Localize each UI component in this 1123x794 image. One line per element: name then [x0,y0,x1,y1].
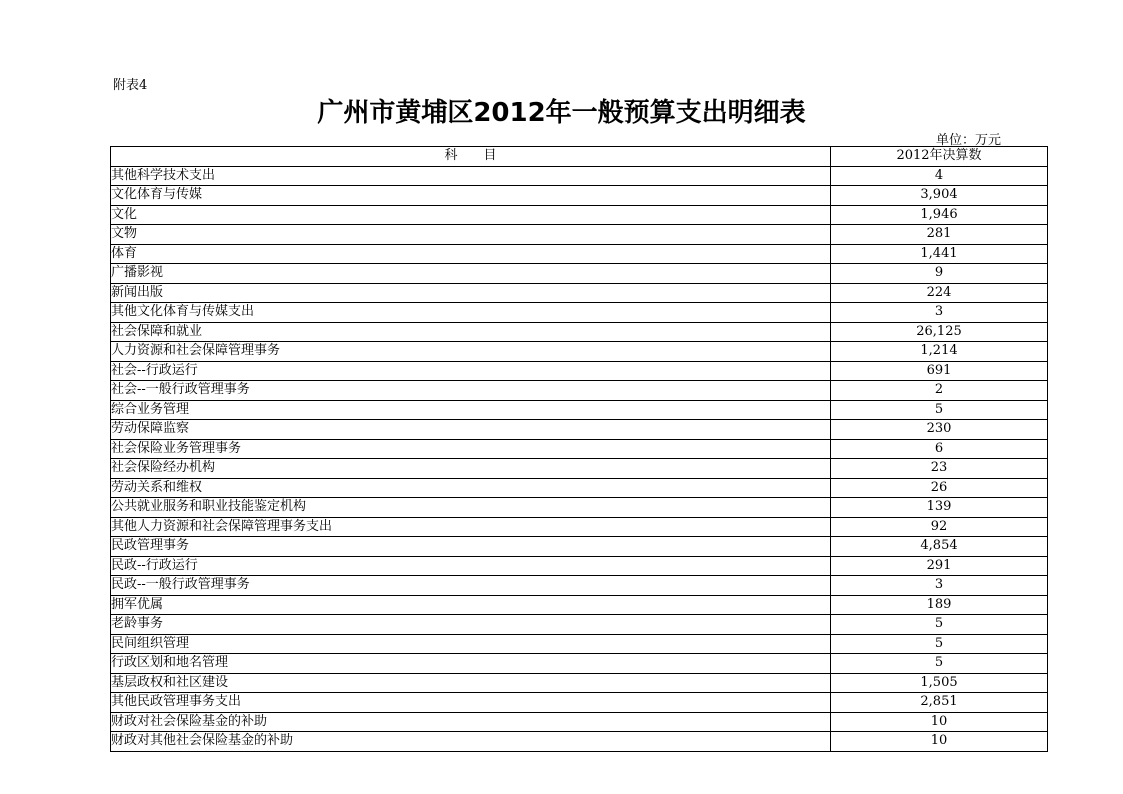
table-row [111,732,1048,752]
table-row [111,166,1048,186]
row-value: 10 [831,732,1048,752]
row-subject: 文物 [111,225,831,245]
row-subject: 民政--一般行政管理事务 [111,576,831,596]
row-value: 291 [831,556,1048,576]
row-subject: 劳动关系和维权 [111,478,831,498]
row-value: 281 [831,225,1048,245]
row-subject: 财政对其他社会保险基金的补助 [111,732,831,752]
table-row [111,186,1048,206]
table-row [111,654,1048,674]
page-title: 广州市黄埔区2012年一般预算支出明细表 [317,98,806,128]
row-subject: 社会保险经办机构 [111,459,831,479]
table-row [111,693,1048,713]
table-row [111,283,1048,303]
row-subject: 民政管理事务 [111,537,831,557]
table-row [111,322,1048,342]
table-row [111,478,1048,498]
table-row [111,712,1048,732]
row-value: 189 [831,595,1048,615]
row-subject: 民政--行政运行 [111,556,831,576]
row-value: 5 [831,400,1048,420]
table-row [111,205,1048,225]
row-value: 92 [831,517,1048,537]
row-value: 3 [831,303,1048,323]
table-header-row [111,147,1048,167]
table-row [111,498,1048,518]
row-subject: 财政对社会保险基金的补助 [111,712,831,732]
row-subject: 社会保障和就业 [111,322,831,342]
row-subject: 拥军优属 [111,595,831,615]
row-value: 2 [831,381,1048,401]
row-value: 1,441 [831,244,1048,264]
table-row [111,634,1048,654]
row-subject: 民间组织管理 [111,634,831,654]
table-row [111,673,1048,693]
row-subject: 其他科学技术支出 [111,166,831,186]
row-subject: 其他人力资源和社会保障管理事务支出 [111,517,831,537]
table-row [111,556,1048,576]
table-row [111,459,1048,479]
row-subject: 体育 [111,244,831,264]
header-subject: 科 目 [111,147,831,167]
row-value: 3 [831,576,1048,596]
row-value: 224 [831,283,1048,303]
table-row [111,361,1048,381]
row-subject: 社会--一般行政管理事务 [111,381,831,401]
row-subject: 其他文化体育与传媒支出 [111,303,831,323]
unit-label: 单位：万元 [936,133,1002,148]
row-value: 23 [831,459,1048,479]
row-value: 3,904 [831,186,1048,206]
attachment-label: 附表4 [113,78,148,93]
table-row [111,615,1048,635]
row-value: 5 [831,654,1048,674]
table-row [111,576,1048,596]
row-value: 26,125 [831,322,1048,342]
row-subject: 老龄事务 [111,615,831,635]
row-value: 139 [831,498,1048,518]
budget-table [110,146,1048,752]
row-value: 10 [831,712,1048,732]
row-value: 230 [831,420,1048,440]
row-value: 1,214 [831,342,1048,362]
row-value: 6 [831,439,1048,459]
row-subject: 行政区划和地名管理 [111,654,831,674]
row-subject: 新闻出版 [111,283,831,303]
header-value: 2012年决算数 [831,147,1048,167]
row-value: 26 [831,478,1048,498]
table-row [111,381,1048,401]
row-value: 1,505 [831,673,1048,693]
row-value: 4,854 [831,537,1048,557]
row-subject: 综合业务管理 [111,400,831,420]
table-row [111,595,1048,615]
table-row [111,400,1048,420]
table-row [111,303,1048,323]
row-value: 5 [831,634,1048,654]
row-subject: 公共就业服务和职业技能鉴定机构 [111,498,831,518]
table-row [111,537,1048,557]
table-row [111,264,1048,284]
row-subject: 广播影视 [111,264,831,284]
table-row [111,225,1048,245]
row-subject: 人力资源和社会保障管理事务 [111,342,831,362]
row-value: 4 [831,166,1048,186]
row-value: 1,946 [831,205,1048,225]
row-value: 691 [831,361,1048,381]
row-subject: 社会保险业务管理事务 [111,439,831,459]
row-value: 5 [831,615,1048,635]
table-row [111,244,1048,264]
row-subject: 其他民政管理事务支出 [111,693,831,713]
table-row [111,420,1048,440]
table-row [111,517,1048,537]
table-row [111,342,1048,362]
row-subject: 文化 [111,205,831,225]
row-subject: 文化体育与传媒 [111,186,831,206]
row-subject: 劳动保障监察 [111,420,831,440]
table-row [111,439,1048,459]
row-subject: 社会--行政运行 [111,361,831,381]
row-subject: 基层政权和社区建设 [111,673,831,693]
row-value: 9 [831,264,1048,284]
row-value: 2,851 [831,693,1048,713]
